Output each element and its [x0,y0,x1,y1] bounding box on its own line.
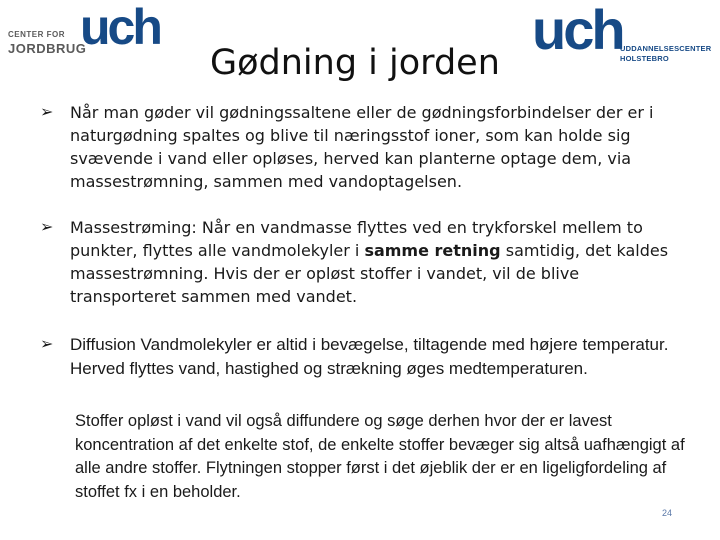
bullet-text-part1: Massestrøming: Når en vandmasse flyttes ved en trykforskel mellem to punkter, flyttes alle vandmolekyler i [70,218,643,260]
logo-right-brand: uch [532,0,623,61]
logo-left-line1: CENTER FOR [8,30,65,39]
bullet-diffusion [40,333,680,380]
logo-right-line2: HOLSTEBRO [620,54,669,63]
bullet-mass-flow [40,216,680,308]
logo-left-brand: uch [80,0,160,55]
page-number: 24 [662,508,673,518]
arrow-bullet-icon: ➢ [40,217,54,236]
arrow-bullet-icon: ➢ [40,102,54,121]
arrow-bullet-icon: ➢ [40,334,54,353]
logo-center-for-jordbrug [8,0,168,58]
bullet-fertilizing [40,101,680,193]
bullet-text-bold: samme retning [364,241,501,260]
bullet-text: Når man gøder vil gødningssaltene eller de gødningsforbindelser der er i naturgødning spaltes og blive til næringsstof ioner, som kan holde sig svævende i vand eller opløses, herved kan planterne optage dem, via massestrømning, sammen med vandoptagelsen. [70,103,654,191]
logo-left-line2: JORDBRUG [8,41,87,56]
bullet-text [70,216,680,308]
logo-right-line1: UDDANNELSESCENTER [620,44,712,53]
bullet-text: Diffusion Vandmolekyler er altid i bevægelse, tiltagende med højere temperatur. Herved flyttes vand, hastighed og strækning øges medtemperaturen. [70,335,669,378]
logo-uddannelsescenter-holstebro [532,0,717,66]
bullet-text-part2: samtidig, det kaldes massestrømning. Hvis der er opløst stoffer i vandet, vil de blive transporteret sammen med vandet. [70,241,669,306]
diffusion-paragraph: Stoffer opløst i vand vil også diffundere og søge derhen hvor der er lavest koncentration af det enkelte stof, de enkelte stoffer bevæger sig altså uafhængigt af alle andre stoffer. Flytningen stopper først i det øjeblik der er en ligeligfordeling af stoffet fx i en beholder. [75,412,685,501]
page-title: Gødning i jorden [210,43,500,83]
